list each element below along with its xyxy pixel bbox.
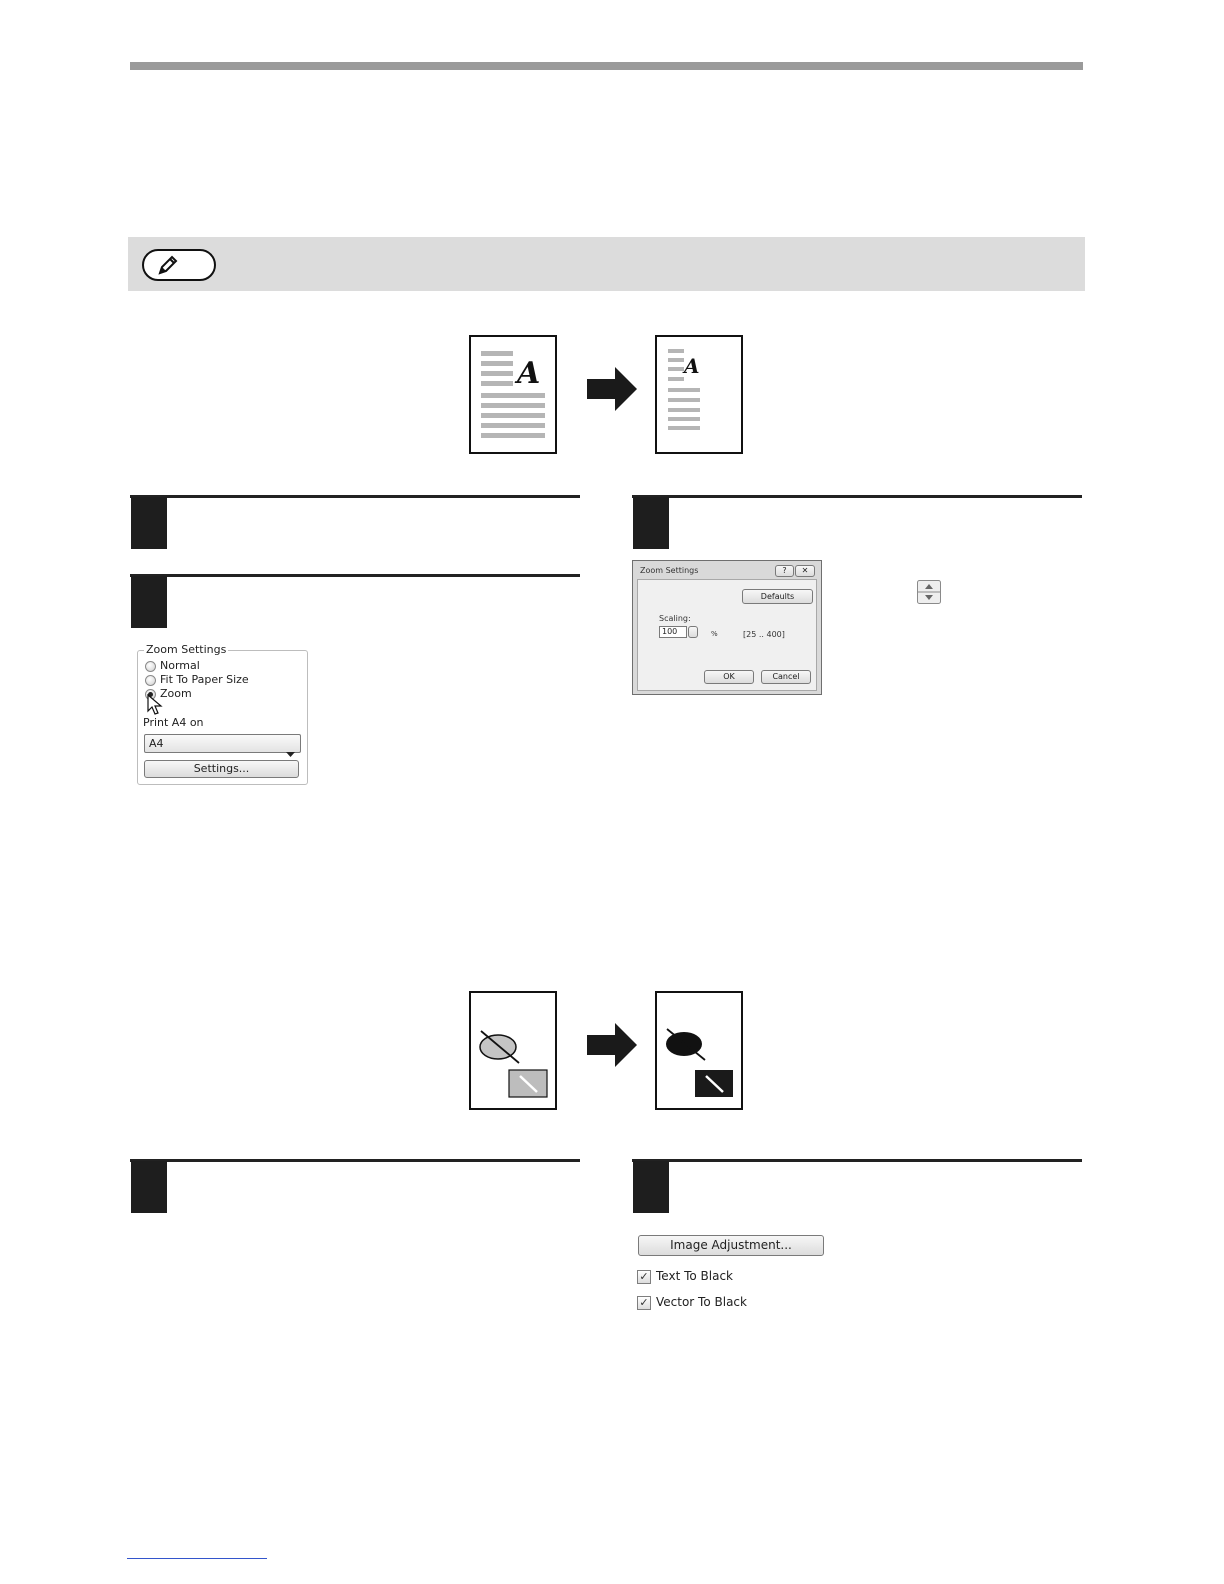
- note-bar: [128, 237, 1085, 291]
- radio-normal[interactable]: [145, 661, 156, 672]
- spinner-arrows-icon: [917, 580, 941, 608]
- arrow-icon: [587, 367, 639, 415]
- step-1b-number-block: [131, 1161, 167, 1213]
- step-2b-number-block: [633, 1161, 669, 1213]
- settings-button[interactable]: Settings...: [144, 760, 299, 778]
- reduced-page-illustration: [655, 335, 743, 454]
- vector-to-black-label: Vector To Black: [656, 1295, 747, 1309]
- original-page-illustration: [469, 335, 557, 454]
- arrow-icon-2: [587, 1023, 639, 1071]
- defaults-button[interactable]: Defaults: [742, 589, 813, 604]
- radio-fit-label: Fit To Paper Size: [160, 673, 249, 686]
- step-1-number-block: [131, 497, 167, 549]
- paper-size-select[interactable]: [144, 734, 301, 753]
- dialog-title: Zoom Settings: [640, 566, 699, 575]
- text-to-black-checkbox[interactable]: ✓: [637, 1270, 651, 1284]
- glyph-large: A: [517, 356, 541, 391]
- vector-to-black-checkbox[interactable]: ✓: [637, 1296, 651, 1310]
- step-1-rule: [130, 495, 580, 498]
- black-page-illustration: [655, 991, 743, 1110]
- color-page-illustration: [469, 991, 557, 1110]
- header-rule: [130, 62, 1083, 70]
- scaling-spinner[interactable]: [688, 626, 698, 638]
- radio-normal-label: Normal: [160, 659, 200, 672]
- footer-link-underline[interactable]: [127, 1558, 267, 1559]
- step-1b-rule: [130, 1159, 580, 1162]
- radio-zoom-label: Zoom: [160, 687, 192, 700]
- step-2b-rule: [632, 1159, 1082, 1162]
- scaling-range: [25 .. 400]: [743, 630, 785, 639]
- step-2-number-block: [131, 576, 167, 628]
- ok-button[interactable]: OK: [704, 670, 754, 684]
- radio-fit-to-paper[interactable]: [145, 675, 156, 686]
- dialog-close-button[interactable]: ✕: [795, 565, 815, 577]
- paper-size-value: A4: [149, 737, 164, 750]
- glyph-small: A: [684, 354, 700, 378]
- cancel-button[interactable]: Cancel: [761, 670, 811, 684]
- zoom-settings-legend: Zoom Settings: [146, 643, 227, 656]
- scaling-input[interactable]: 100: [659, 626, 687, 638]
- dialog-help-button[interactable]: ?: [775, 565, 794, 577]
- print-on-label: Print A4 on: [143, 716, 204, 729]
- scaling-unit: %: [711, 630, 718, 638]
- text-to-black-label: Text To Black: [656, 1269, 733, 1283]
- scaling-label: Scaling:: [659, 614, 691, 623]
- step-3-number-block: [633, 497, 669, 549]
- image-adjustment-button[interactable]: Image Adjustment...: [638, 1235, 824, 1256]
- note-icon: [142, 249, 216, 281]
- step-2-rule: [130, 574, 580, 577]
- chevron-down-icon: [286, 742, 295, 761]
- step-3-rule: [632, 495, 1082, 498]
